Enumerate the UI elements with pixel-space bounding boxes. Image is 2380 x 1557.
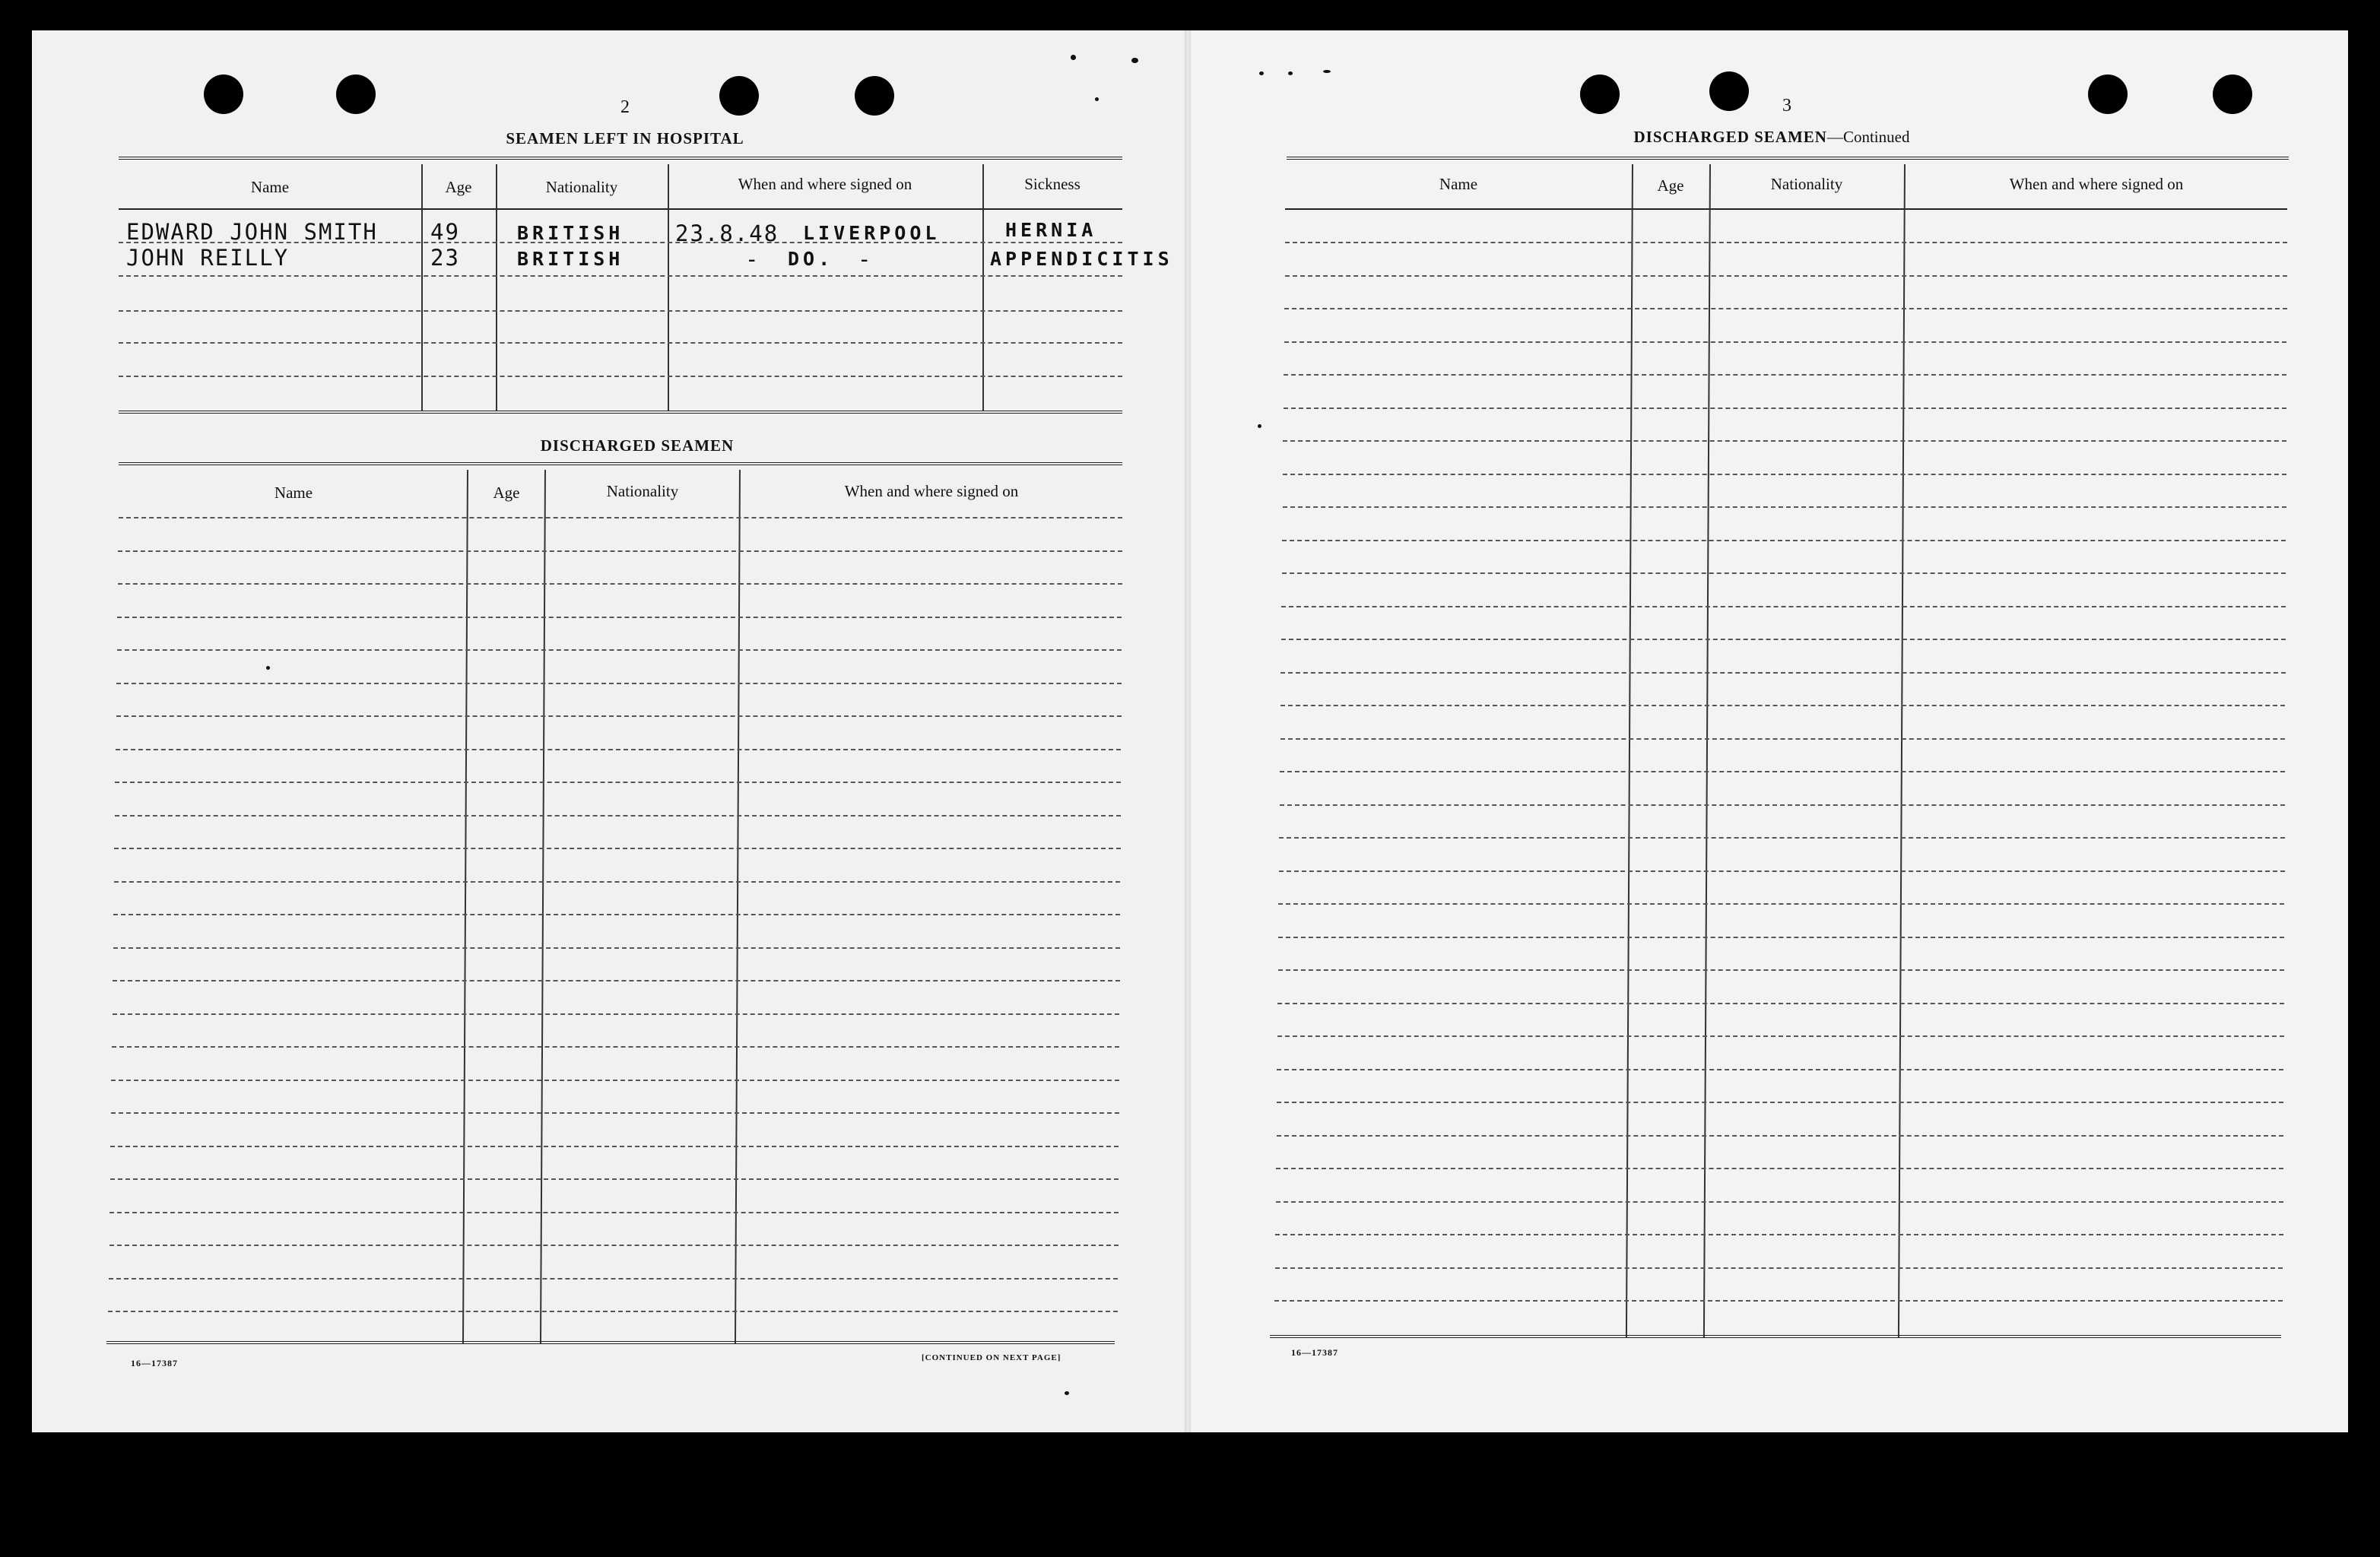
table-row	[114, 848, 1120, 849]
table-row	[1285, 242, 2287, 243]
ink-speck	[1065, 1391, 1069, 1395]
table-row	[1283, 474, 2286, 475]
punch-hole	[2213, 75, 2252, 114]
table-row	[1285, 275, 2287, 277]
column-header-age: Age	[1657, 176, 1684, 195]
ink-speck	[1131, 58, 1138, 63]
discharged-section-title: DISCHARGED SEAMEN	[540, 436, 735, 455]
punch-hole	[719, 76, 759, 116]
table-top-rule	[119, 157, 1122, 160]
table-row	[1274, 1300, 2283, 1302]
table-row	[1277, 1069, 2283, 1070]
table-row	[1275, 1267, 2283, 1269]
table-row	[1281, 639, 2286, 640]
table-row	[1276, 1201, 2283, 1203]
table-row	[113, 1013, 1120, 1015]
table-row	[109, 1245, 1119, 1246]
column-divider	[668, 164, 669, 411]
ink-speck	[1323, 70, 1331, 73]
column-header-age: Age	[493, 484, 520, 502]
table-bottom-rule	[106, 1341, 1115, 1344]
entry-nationality: BRITISH	[517, 222, 624, 244]
table-row	[1283, 440, 2286, 442]
table-row	[1278, 937, 2284, 938]
entry-date: -	[745, 246, 760, 272]
table-row	[1279, 870, 2285, 872]
table-row	[1282, 572, 2286, 574]
punch-hole	[336, 75, 376, 114]
table-row	[117, 649, 1122, 651]
table-top-rule	[1287, 157, 2289, 160]
table-row	[111, 1112, 1119, 1114]
table-row	[119, 342, 1122, 344]
section-title-main: DISCHARGED SEAMEN	[1633, 128, 1827, 146]
column-header-name: Name	[274, 484, 313, 502]
table-row	[1283, 506, 2286, 508]
table-row	[1277, 1035, 2284, 1037]
discharged-continued-title	[1544, 128, 2000, 147]
entry-place: DO.	[788, 248, 834, 270]
column-divider	[421, 164, 423, 411]
table-row	[1280, 672, 2285, 674]
table-row	[116, 749, 1121, 750]
table-row	[1278, 903, 2284, 905]
table-row	[1282, 540, 2286, 541]
punch-hole	[1580, 75, 1620, 114]
entry-ditto-dash: -	[858, 246, 873, 272]
column-header-nationality: Nationality	[606, 482, 679, 500]
table-top-rule	[119, 462, 1122, 465]
entry-sickness: HERNIA	[1005, 219, 1097, 241]
table-row	[118, 583, 1122, 585]
table-row	[109, 1212, 1119, 1213]
table-row	[109, 1278, 1118, 1280]
column-header-age: Age	[445, 178, 472, 196]
table-row	[119, 517, 1122, 518]
table-row	[116, 715, 1122, 717]
table-row	[115, 815, 1121, 817]
table-row	[1284, 407, 2286, 409]
hospital-section-title: SEAMEN LEFT IN HOSPITAL	[506, 129, 744, 147]
column-header-sickness: Sickness	[1024, 175, 1081, 193]
column-header-signed-on: When and where signed on	[2009, 175, 2184, 193]
table-row	[114, 881, 1121, 883]
table-row	[1280, 705, 2285, 706]
table-row	[119, 310, 1122, 312]
table-row	[119, 275, 1122, 277]
table-row	[1275, 1234, 2283, 1235]
ink-speck	[1288, 71, 1293, 75]
table-bottom-rule	[1270, 1335, 2281, 1338]
table-header-rule	[119, 208, 1122, 210]
table-row	[1277, 1102, 2283, 1103]
ink-speck	[266, 666, 270, 670]
continued-note: [CONTINUED ON NEXT PAGE]	[922, 1353, 1061, 1362]
entry-place: LIVERPOOL	[803, 222, 941, 244]
punch-hole	[2088, 75, 2128, 114]
form-number: 16—17387	[131, 1358, 178, 1368]
table-row	[1277, 1135, 2284, 1137]
table-row	[1280, 738, 2286, 740]
entry-name: EDWARD JOHN SMITH	[126, 219, 378, 245]
punch-hole	[855, 76, 894, 116]
column-header-nationality: Nationality	[1770, 175, 1843, 193]
punch-hole	[1709, 71, 1749, 111]
table-row	[1278, 969, 2284, 971]
table-row	[113, 947, 1120, 949]
entry-sickness: APPENDICITIS	[990, 248, 1173, 270]
table-row	[1280, 804, 2285, 806]
table-row	[113, 980, 1120, 981]
column-header-name: Name	[1439, 175, 1478, 193]
table-row	[115, 782, 1121, 783]
section-title-suffix: —Continued	[1826, 128, 1910, 146]
column-divider	[982, 164, 984, 411]
ink-speck	[1071, 55, 1076, 60]
table-row	[1281, 606, 2286, 607]
entry-age: 23	[430, 245, 460, 271]
page-number: 3	[1782, 96, 1791, 116]
page-number: 2	[620, 97, 630, 117]
table-row	[116, 683, 1122, 684]
entry-name: JOHN REILLY	[126, 245, 290, 271]
table-row	[108, 1311, 1118, 1312]
entry-nationality: BRITISH	[517, 248, 624, 270]
table-row	[1279, 837, 2284, 839]
ink-speck	[1258, 424, 1261, 428]
table-row	[1284, 308, 2286, 309]
table-row	[117, 617, 1122, 618]
column-divider	[496, 164, 497, 411]
column-header-signed-on: When and where signed on	[844, 482, 1019, 500]
table-bottom-rule	[119, 411, 1122, 414]
table-row	[1276, 1168, 2283, 1169]
table-row	[1277, 1003, 2284, 1004]
ink-speck	[1259, 71, 1264, 75]
table-row	[1284, 341, 2287, 343]
column-header-nationality: Nationality	[545, 178, 618, 196]
page-fold	[1185, 30, 1191, 1432]
entry-date: 23.8.48	[675, 220, 779, 246]
table-row	[113, 914, 1120, 915]
column-header-signed-on: When and where signed on	[738, 175, 912, 193]
table-row	[1280, 771, 2285, 772]
table-row	[110, 1178, 1119, 1180]
table-row	[1284, 374, 2286, 376]
table-row	[111, 1080, 1119, 1081]
punch-hole	[204, 75, 243, 114]
form-number: 16—17387	[1291, 1347, 1338, 1358]
ink-speck	[1095, 97, 1099, 101]
table-row	[110, 1146, 1119, 1147]
right-page	[1188, 30, 2348, 1432]
table-row	[112, 1046, 1119, 1048]
table-row	[119, 376, 1122, 377]
table-header-rule	[1285, 208, 2287, 210]
entry-age: 49	[430, 219, 460, 245]
column-header-name: Name	[250, 178, 290, 196]
table-row	[118, 550, 1122, 552]
